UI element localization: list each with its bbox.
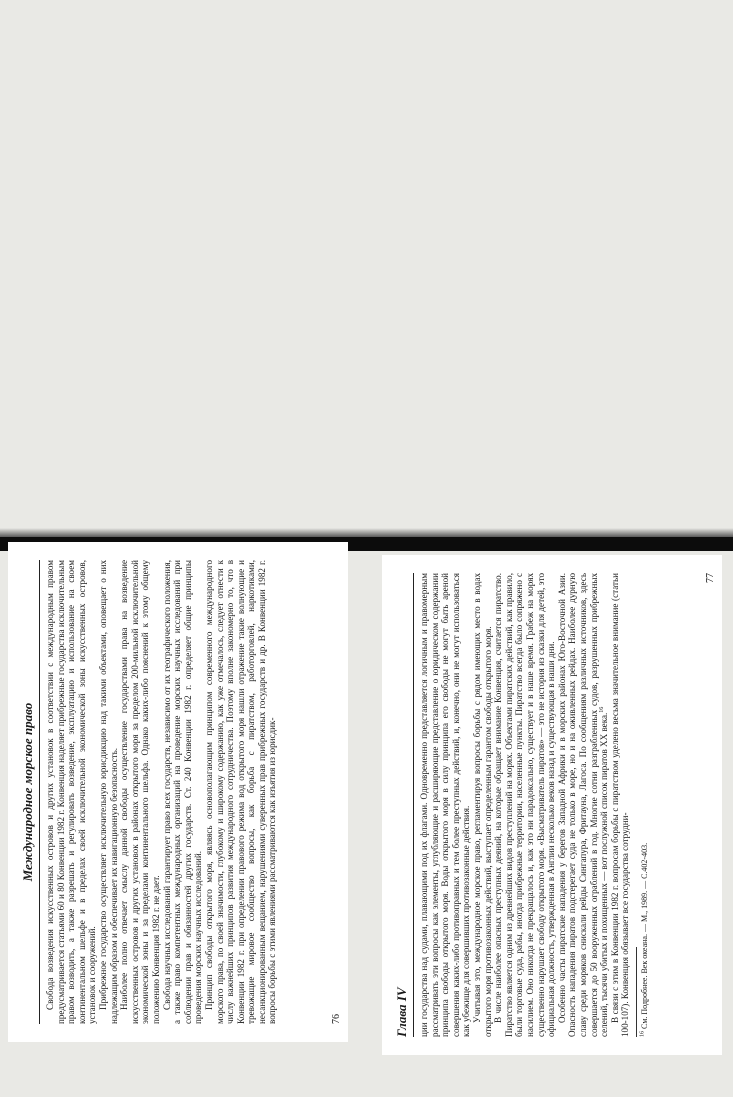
left-paragraph-5: Принцип свободы открытого моря, являясь основополагающим принципом современного международного морского права, по своей значимости, глубокому и широкому содержанию, как уже отмечалось, следует отнести к числу важнейших принципов развития международного сотрудничества. Поэтому вполне закономерно то, что в Конвенции 1982 г. при определении правового режима вод открытого моря нашли отражение такие волнующие и тревожащие мировое сообщество вопросы, как борьба с пиратством, работорговлей, наркотиками, несанкционированным вещанием, нарушениями суверенных прав прибрежных государств и др. В Конвенции 1982 г. вопросы борьбы с этими явлениями рассматриваются как изъятия из юрисдик- [203, 560, 278, 1024]
right-paragraph-1: ции государства над судами, плавающими под их флагами. Одновременно представляется логичным и правомерным рассматривать эти вопросы как элементы, углубляющие и расширяющие представление о юридическом содержании принципа свободы открытого моря. Воды открытого моря в силу принципа его свободы не могут быть ареной совершения каких-либо противоправных и тем более преступных действий, и, конечно, они не могут использоваться как убежище для совершивших противозаконные действия. [419, 573, 472, 1037]
footnote-marker: 16 [639, 1031, 646, 1037]
footnote-reference: 16 [599, 706, 606, 713]
right-running-head: Глава IV [394, 573, 414, 1037]
left-paragraph-3: Наиболее полно отвечает смыслу данной свободы осуществление государствами права на возведение искусственных островов и других установок в районах открытого моря за пределом 200-мильной исключительной экономической зоны и за пределами континентального шельфа. Однако каких-либо пояснений к этому общему положению Конвенция 1982 г. не дает. [119, 560, 161, 1024]
right-paragraph-3: В числе наиболее опасных преступных деяний, на которые обращает внимание Конвенция, считается пиратство. Пиратство является одним из древнейших видов преступлений на морях. Объектами пиратских действий, как правило, были торговые суда, рабы, иногда прибрежные территории, населенные пункты. Пиратство всегда было сопряжено с насилием. Оно никогда не прекращалось и, как это ни парадоксально, существует и в наше время. Грабеж на морях существенно нарушает свободу открытого моря. «Высматриватель пиратов» — это не история из сказки для детей, это официальная должность, утвержденная в Англии несколько веков назад и существующая в наши дни. [493, 573, 557, 1037]
footnote-text: См. Подробнее. Век океана. — М., 1989. — С.402-403. [639, 842, 649, 1029]
left-page-number: 76 [331, 1014, 342, 1024]
left-body-text [45, 560, 278, 1024]
left-running-head: Международное морское право [20, 560, 40, 1024]
right-paragraph-4-text: Особенно часты пиратские нападения у берегов Западной Африки и в морских районах Юго-Восточной Азии. Опасность нападения пиратов подстерегает суда не только в море, но и на оживленных рейдах. Наиболее дурную славу среди моряков снискали рейды Сингапура, Фритауна, Лагоса. По сообщениям различных источников, здесь совершается до 50 вооруженных ограблений в год. Многие сотни разграбленных судов, разрушенных прибрежных селений, тысячи убитых и похищенных — вот послужной список пиратов XX века. [556, 573, 610, 1037]
left-paragraph-2: Прибрежное государство осуществляет исключительную юрисдикцию над такими объектами, оповещает о них надлежащим образом и обеспечивает их навигационную безопасность. [97, 560, 119, 1024]
right-page-number: 77 [705, 573, 716, 583]
gutter-shadow [0, 528, 733, 537]
left-paragraph-4: Свобода научных исследований гарантирует право всех государств, независимо от их географического положения, а также право компетентных международных организаций на проведение морских научных исследований при соблюдении прав и обязанностей других государств. Ст. 240 Конвенции 1982 г. определяет общие принципы проведения морских научных исследований. [161, 560, 204, 1024]
footnote [640, 573, 650, 1037]
left-page [8, 542, 348, 1042]
right-paragraph-2: Учитывая это, международное морское право, регламентируя вопросы борьбы с рядом имеющих место в водах открытого моря противозаконных действий, выступает определенным гарантом свободы открытого моря. [471, 573, 493, 1037]
right-paragraph-4 [557, 573, 610, 1037]
right-paragraph-5: В связи с этим в Конвенции 1982 г. вопросам борьбы с пиратством уделено весьма значительное внимание (статьи 100-107). Конвенция обязывает все государства сотрудни- [609, 573, 631, 1037]
right-body-text [419, 573, 631, 1037]
right-page [382, 555, 722, 1055]
footnote-rule [636, 947, 637, 1037]
left-paragraph-1: Свобода возведения искусственных островов и других установок в соответствии с международным правом предусматривается статьями 60 и 80 Конвенции 1982 г. Конвенция наделяет прибрежные государства исключительным правом возводить, а также разрешать и регулировать возведение, эксплуатацию и использование на своем континентальном шельфе и в пределах своей исключительной экономической зоны искусственных островов, установок и сооружений. [45, 560, 98, 1024]
